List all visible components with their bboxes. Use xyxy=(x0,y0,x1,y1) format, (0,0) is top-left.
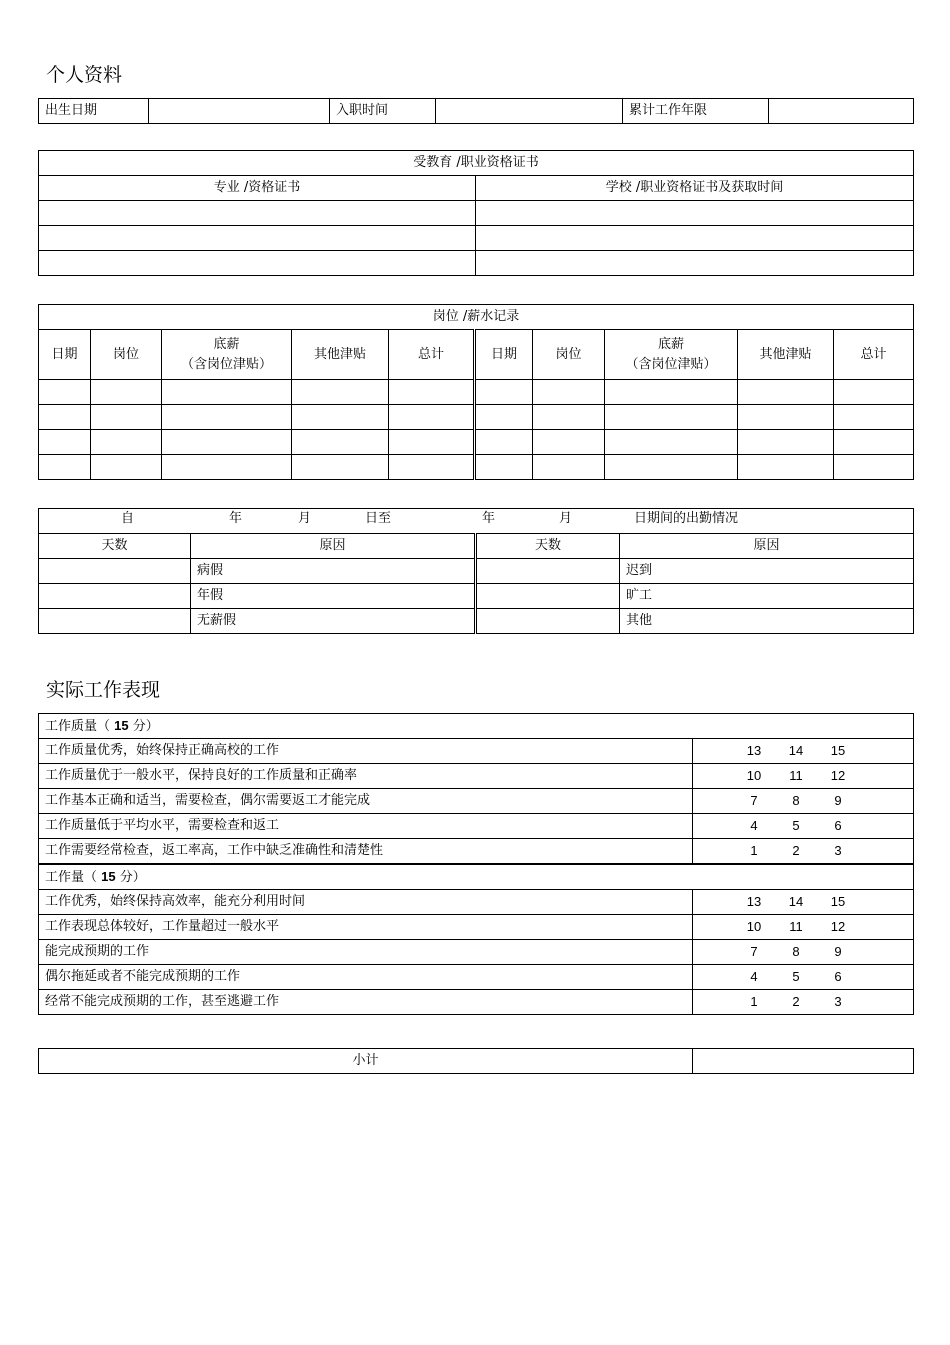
score-option[interactable]: 2 xyxy=(792,993,800,1009)
quality-header-pre: 工作质量（ xyxy=(45,718,115,734)
salary-cell[interactable] xyxy=(738,455,834,480)
score-option[interactable]: 15 xyxy=(830,742,846,758)
score-option[interactable]: 14 xyxy=(788,742,804,758)
score-option[interactable]: 6 xyxy=(834,817,842,833)
salary-col-date-2: 日期 xyxy=(475,330,533,380)
salary-cell[interactable] xyxy=(738,430,834,455)
salary-cell[interactable] xyxy=(533,380,605,405)
subtotal-label: 小计 xyxy=(39,1049,693,1074)
quality-row-text: 工作需要经常检查，返工率高，工作中缺乏准确性和清楚性 xyxy=(39,839,693,865)
score-option[interactable]: 4 xyxy=(750,968,758,984)
quantity-header xyxy=(39,864,914,890)
birth-date-field[interactable] xyxy=(149,99,330,124)
education-cell[interactable] xyxy=(476,201,914,226)
attendance-reason-late: 迟到 xyxy=(620,559,914,584)
score-option[interactable]: 1 xyxy=(750,993,758,1009)
section-title-personal: 个人资料 xyxy=(46,64,123,86)
salary-cell[interactable] xyxy=(533,455,605,480)
attendance-days-cell[interactable] xyxy=(39,559,191,584)
attendance-day-to: 日至 xyxy=(365,511,392,526)
attendance-days-cell[interactable] xyxy=(476,609,620,634)
score-option[interactable]: 10 xyxy=(746,767,762,783)
salary-row xyxy=(39,380,914,405)
salary-col-date: 日期 xyxy=(39,330,91,380)
salary-cell[interactable] xyxy=(533,430,605,455)
salary-title: 岗位 /薪水记录 xyxy=(39,305,914,330)
quantity-row xyxy=(39,965,914,990)
salary-col-post-2: 岗位 xyxy=(533,330,605,380)
score-option[interactable]: 5 xyxy=(792,968,800,984)
quality-row xyxy=(39,764,914,789)
salary-row xyxy=(39,455,914,480)
attendance-month-2: 月 xyxy=(559,511,573,526)
salary-cell[interactable] xyxy=(292,430,389,455)
salary-cell[interactable] xyxy=(533,405,605,430)
score-option[interactable]: 15 xyxy=(830,893,846,909)
attendance-col-reason-2: 原因 xyxy=(620,534,914,559)
score-option[interactable]: 2 xyxy=(792,842,800,858)
quality-header xyxy=(39,714,914,739)
salary-col-total: 总计 xyxy=(389,330,475,380)
salary-cell[interactable] xyxy=(834,405,914,430)
quantity-row xyxy=(39,890,914,915)
quality-row-scores xyxy=(693,764,914,789)
salary-col-other-2: 其他津贴 xyxy=(738,330,834,380)
salary-cell[interactable] xyxy=(605,405,738,430)
hire-date-label: 入职时间 xyxy=(330,99,436,124)
work-years-field[interactable] xyxy=(769,99,914,124)
salary-cell[interactable] xyxy=(605,455,738,480)
education-cell[interactable] xyxy=(476,251,914,276)
quality-row xyxy=(39,789,914,814)
attendance-reason-unpaid: 无薪假 xyxy=(191,609,476,634)
quality-header-post: 分） xyxy=(128,718,159,734)
salary-cell[interactable] xyxy=(605,430,738,455)
salary-cell[interactable] xyxy=(475,405,533,430)
quantity-row-scores xyxy=(693,940,914,965)
attendance-year: 年 xyxy=(229,511,243,526)
score-option[interactable]: 4 xyxy=(750,817,758,833)
quantity-row-scores xyxy=(693,915,914,940)
salary-cell[interactable] xyxy=(162,405,292,430)
score-option[interactable]: 8 xyxy=(792,943,800,959)
salary-row xyxy=(39,430,914,455)
quantity-row-scores xyxy=(693,965,914,990)
performance-table xyxy=(38,713,914,1015)
quality-points: 15 xyxy=(114,717,129,733)
salary-cell[interactable] xyxy=(834,380,914,405)
quality-row xyxy=(39,814,914,839)
quantity-row-text: 经常不能完成预期的工作，甚至逃避工作 xyxy=(39,990,693,1015)
attendance-reason-sick: 病假 xyxy=(191,559,476,584)
salary-cell[interactable] xyxy=(162,430,292,455)
salary-col-base-2 xyxy=(605,330,738,380)
salary-col-base xyxy=(162,330,292,380)
score-option[interactable]: 12 xyxy=(830,918,846,934)
salary-col-other: 其他津贴 xyxy=(292,330,389,380)
quality-row-text: 工作基本正确和适当，需要检查，偶尔需要返工才能完成 xyxy=(39,789,693,814)
salary-cell[interactable] xyxy=(292,455,389,480)
salary-cell[interactable] xyxy=(292,380,389,405)
score-option[interactable]: 5 xyxy=(792,817,800,833)
score-option[interactable]: 9 xyxy=(834,943,842,959)
score-option[interactable]: 13 xyxy=(746,742,762,758)
attendance-year-2: 年 xyxy=(482,511,496,526)
salary-cell[interactable] xyxy=(605,380,738,405)
education-cell[interactable] xyxy=(39,226,476,251)
quantity-row-text: 工作优秀，始终保持高效率，能充分利用时间 xyxy=(39,890,693,915)
salary-col-base-line2: （含岗位津贴） xyxy=(180,356,272,372)
score-option[interactable]: 3 xyxy=(834,842,842,858)
salary-cell[interactable] xyxy=(39,430,91,455)
score-option[interactable]: 12 xyxy=(830,767,846,783)
quality-row-scores xyxy=(693,739,914,764)
salary-cell[interactable] xyxy=(389,380,475,405)
score-option[interactable]: 13 xyxy=(746,893,762,909)
salary-cell[interactable] xyxy=(39,405,91,430)
quantity-row xyxy=(39,940,914,965)
salary-col-base-line1: 底薪 xyxy=(657,336,684,352)
education-table xyxy=(38,150,914,276)
score-option[interactable]: 14 xyxy=(788,893,804,909)
quantity-points: 15 xyxy=(101,868,116,884)
attendance-days-cell[interactable] xyxy=(39,609,191,634)
salary-table xyxy=(38,304,914,480)
salary-cell[interactable] xyxy=(162,455,292,480)
score-option[interactable]: 3 xyxy=(834,993,842,1009)
salary-cell[interactable] xyxy=(91,455,162,480)
personal-info-table xyxy=(38,98,914,124)
salary-cell[interactable] xyxy=(91,380,162,405)
salary-cell[interactable] xyxy=(389,430,475,455)
quantity-row-text: 偶尔拖延或者不能完成预期的工作 xyxy=(39,965,693,990)
salary-cell[interactable] xyxy=(162,380,292,405)
quality-row-scores xyxy=(693,789,914,814)
quantity-row-text: 能完成预期的工作 xyxy=(39,940,693,965)
quantity-row xyxy=(39,915,914,940)
attendance-col-days: 天数 xyxy=(39,534,191,559)
score-option[interactable]: 10 xyxy=(746,918,762,934)
salary-cell[interactable] xyxy=(91,405,162,430)
salary-cell[interactable] xyxy=(475,380,533,405)
subtotal-table xyxy=(38,1048,914,1074)
salary-cell[interactable] xyxy=(475,430,533,455)
section-title-performance: 实际工作表现 xyxy=(46,679,161,701)
attendance-days-cell[interactable] xyxy=(476,559,620,584)
attendance-col-days-2: 天数 xyxy=(476,534,620,559)
attendance-table xyxy=(38,508,914,634)
education-col-major: 专业 /资格证书 xyxy=(39,176,476,201)
salary-cell[interactable] xyxy=(834,455,914,480)
attendance-period-label: 日期间的出勤情况 xyxy=(634,511,739,526)
score-option[interactable]: 8 xyxy=(792,792,800,808)
hire-date-field[interactable] xyxy=(436,99,623,124)
attendance-month: 月 xyxy=(298,511,312,526)
salary-cell[interactable] xyxy=(389,455,475,480)
attendance-days-cell[interactable] xyxy=(476,584,620,609)
attendance-reason-other: 其他 xyxy=(620,609,914,634)
quantity-row xyxy=(39,990,914,1015)
salary-row xyxy=(39,405,914,430)
quality-row-text: 工作质量低于平均水平，需要检查和返工 xyxy=(39,814,693,839)
salary-cell[interactable] xyxy=(834,430,914,455)
score-option[interactable]: 11 xyxy=(789,767,803,783)
score-option[interactable]: 6 xyxy=(834,968,842,984)
quantity-header-pre: 工作量（ xyxy=(45,869,102,885)
attendance-from: 自 xyxy=(121,511,135,526)
salary-cell[interactable] xyxy=(39,455,91,480)
salary-cell[interactable] xyxy=(475,455,533,480)
quantity-header-post: 分） xyxy=(115,869,146,885)
quality-row xyxy=(39,839,914,865)
education-cell[interactable] xyxy=(39,251,476,276)
score-option[interactable]: 7 xyxy=(750,943,758,959)
salary-cell[interactable] xyxy=(39,380,91,405)
score-option[interactable]: 1 xyxy=(750,842,758,858)
education-cell[interactable] xyxy=(476,226,914,251)
quantity-row-text: 工作表现总体较好，工作量超过一般水平 xyxy=(39,915,693,940)
quality-row xyxy=(39,739,914,764)
salary-col-post: 岗位 xyxy=(91,330,162,380)
birth-date-label: 出生日期 xyxy=(39,99,149,124)
salary-cell[interactable] xyxy=(389,405,475,430)
score-option[interactable]: 9 xyxy=(834,792,842,808)
education-title: 受教育 /职业资格证书 xyxy=(39,151,914,176)
education-col-school: 学校 /职业资格证书及获取时间 xyxy=(476,176,914,201)
quantity-row-scores xyxy=(693,990,914,1015)
quantity-row-scores xyxy=(693,890,914,915)
salary-cell[interactable] xyxy=(91,430,162,455)
quality-row-scores xyxy=(693,814,914,839)
score-option[interactable]: 11 xyxy=(789,918,803,934)
quality-row-text: 工作质量优秀，始终保持正确高校的工作 xyxy=(39,739,693,764)
attendance-reason-annual: 年假 xyxy=(191,584,476,609)
salary-cell[interactable] xyxy=(738,380,834,405)
attendance-period-row xyxy=(39,509,914,534)
score-option[interactable]: 7 xyxy=(750,792,758,808)
subtotal-field[interactable] xyxy=(693,1049,914,1074)
salary-col-base-line2: （含岗位津贴） xyxy=(625,356,717,372)
attendance-days-cell[interactable] xyxy=(39,584,191,609)
salary-cell[interactable] xyxy=(292,405,389,430)
salary-col-base-line1: 底薪 xyxy=(213,336,240,352)
work-years-label: 累计工作年限 xyxy=(623,99,769,124)
attendance-reason-absent: 旷工 xyxy=(620,584,914,609)
salary-col-total-2: 总计 xyxy=(834,330,914,380)
quality-row-scores xyxy=(693,839,914,865)
education-cell[interactable] xyxy=(39,201,476,226)
quality-row-text: 工作质量优于一般水平，保持良好的工作质量和正确率 xyxy=(39,764,693,789)
salary-cell[interactable] xyxy=(738,405,834,430)
attendance-col-reason: 原因 xyxy=(191,534,476,559)
